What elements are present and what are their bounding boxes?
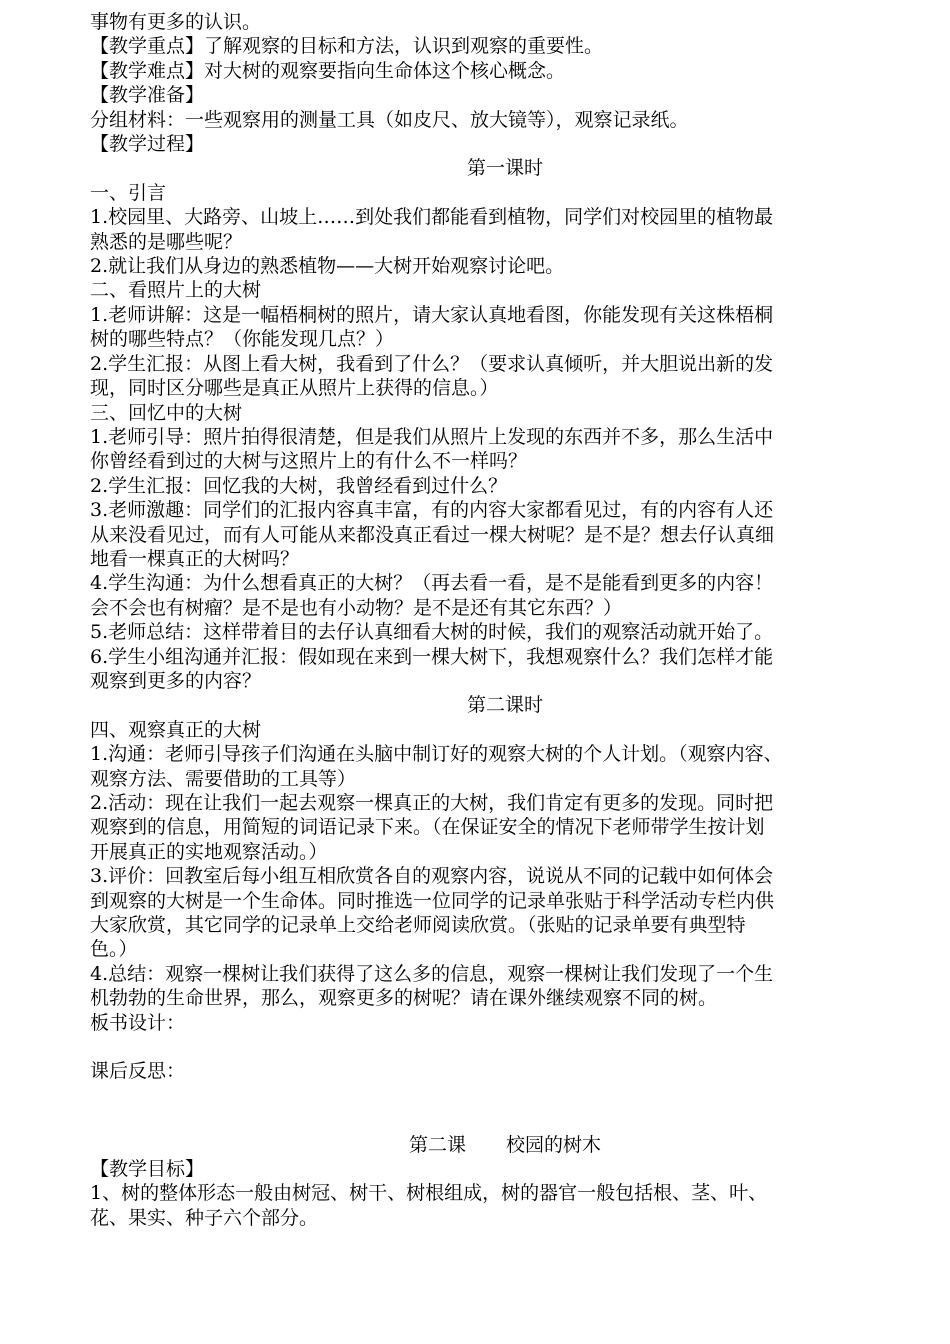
text-line: 1.老师讲解：这是一幅梧桐树的照片，请大家认真地看图，你能发现有关这株梧桐 xyxy=(90,303,774,326)
blank-line xyxy=(90,1084,920,1108)
text-line: 3.老师激趣：同学们的汇报内容真丰富，有的内容大家都看见过，有的内容有人还 xyxy=(90,499,774,522)
teaching-process-heading: 【教学过程】 xyxy=(90,133,205,156)
text-line: 色。） xyxy=(90,938,138,961)
text-line: 5.老师总结：这样带着目的去仔认真细看大树的时候，我们的观察活动就开始了。 xyxy=(90,621,774,644)
section-heading: 二、看照片上的大树 xyxy=(90,279,262,302)
text-line: 事物有更多的认识。 xyxy=(90,11,262,33)
text-line: 熟悉的是哪些呢？ xyxy=(90,230,243,253)
text-line: 2.就让我们从身边的熟悉植物——大树开始观察讨论吧。 xyxy=(90,255,565,278)
text-line: 1.沟通：老师引导孩子们沟通在头脑中制订好的观察大树的个人计划。（观察内容、 xyxy=(90,743,783,766)
text-line: 会不会也有树瘤？是不是也有小动物？是不是还有其它东西？） xyxy=(90,596,623,619)
blank-line xyxy=(90,1035,920,1059)
document-page xyxy=(90,10,920,1230)
text-line: 地看一棵真正的大树吗？ xyxy=(90,547,300,570)
text-line: 1.校园里、大路旁、山坡上……到处我们都能看到植物，同学们对校园里的植物最 xyxy=(90,206,774,229)
teaching-objective-heading: 【教学目标】 xyxy=(90,1158,205,1181)
text-line: 6.学生小组沟通并汇报：假如现在来到一棵大树下，我想观察什么？我们怎样才能 xyxy=(90,645,774,668)
blackboard-design-label: 板书设计： xyxy=(90,1011,186,1034)
text-line: 树的哪些特点？（你能发现几点？） xyxy=(90,328,395,351)
text-line: 观察到的信息，用简短的词语记录下来。（在保证安全的情况下老师带学生按计划 xyxy=(90,816,765,839)
text-line: 3.评价：回教室后每小组互相欣赏各自的观察内容，说说从不同的记载中如何体会 xyxy=(90,865,774,888)
lesson-number: 第二课 xyxy=(408,1133,466,1156)
lesson-period-2-heading: 第二课时 xyxy=(466,694,543,717)
text-line: 到观察的大树是一个生命体。同时推选一位同学的记录单张贴于科学活动专栏内供 xyxy=(90,889,775,912)
text-line: 4.学生沟通：为什么想看真正的大树？（再去看一看，是不是能看到更多的内容！ xyxy=(90,572,774,595)
text-line: 机勃勃的生命世界，那么，观察更多的树呢？请在课外继续观察不同的树。 xyxy=(90,987,718,1010)
text-line: 开展真正的实地观察活动。） xyxy=(90,840,328,863)
text-line: 2.活动：现在让我们一起去观察一棵真正的大树，我们肯定有更多的发现。同时把 xyxy=(90,792,774,814)
text-line: 大家欣赏，其它同学的记录单上交给老师阅读欣赏。（张贴的记录单要有典型特 xyxy=(90,914,746,937)
text-line: 1、树的整体形态一般由树冠、树干、树根组成，树的器官一般包括根、茎、叶、 xyxy=(90,1182,768,1205)
text-line: 花、果实、种子六个部分。 xyxy=(90,1206,319,1229)
lesson-name: 校园的树木 xyxy=(506,1133,602,1156)
text-line: 1.老师引导：照片拍得很清楚，但是我们从照片上发现的东西并不多，那么生活中 xyxy=(90,425,774,448)
text-line: 观察方法、需要借助的工具等） xyxy=(90,767,357,790)
text-line: 4.总结：观察一棵树让我们获得了这么多的信息，观察一棵树让我们发现了一个生 xyxy=(90,962,774,985)
text-line: 现，同时区分哪些是真正从照片上获得的信息。） xyxy=(90,377,499,400)
blank-line xyxy=(90,1108,920,1132)
text-line: 2.学生汇报：从图上看大树，我看到了什么？（要求认真倾听，并大胆说出新的发 xyxy=(90,352,774,375)
text-line: 你曾经看到过的大树与这照片上的有什么不一样吗？ xyxy=(90,450,528,473)
teaching-key-point: 【教学重点】了解观察的目标和方法，认识到观察的重要性。 xyxy=(90,35,604,58)
teaching-difficulty: 【教学难点】对大树的观察要指向生命体这个核心概念。 xyxy=(90,59,566,82)
section-heading: 三、回忆中的大树 xyxy=(90,401,243,424)
lesson-period-1-heading: 第一课时 xyxy=(466,157,543,180)
section-heading: 四、观察真正的大树 xyxy=(90,718,262,741)
post-class-reflection-label: 课后反思： xyxy=(90,1060,186,1083)
text-line: 从来没看见过，而有人可能从来都没真正看过一棵大树呢？是不是？想去仔认真细 xyxy=(90,523,775,546)
group-materials: 分组材料：一些观察用的测量工具（如皮尺、放大镜等），观察记录纸。 xyxy=(90,108,689,131)
text-line: 2.学生汇报：回忆我的大树，我曾经看到过什么？ xyxy=(90,474,508,497)
text-line: 观察到更多的内容？ xyxy=(90,669,262,692)
section-heading: 一、引言 xyxy=(90,181,167,204)
lesson-title xyxy=(90,1133,920,1157)
teaching-preparation-heading: 【教学准备】 xyxy=(90,84,205,107)
